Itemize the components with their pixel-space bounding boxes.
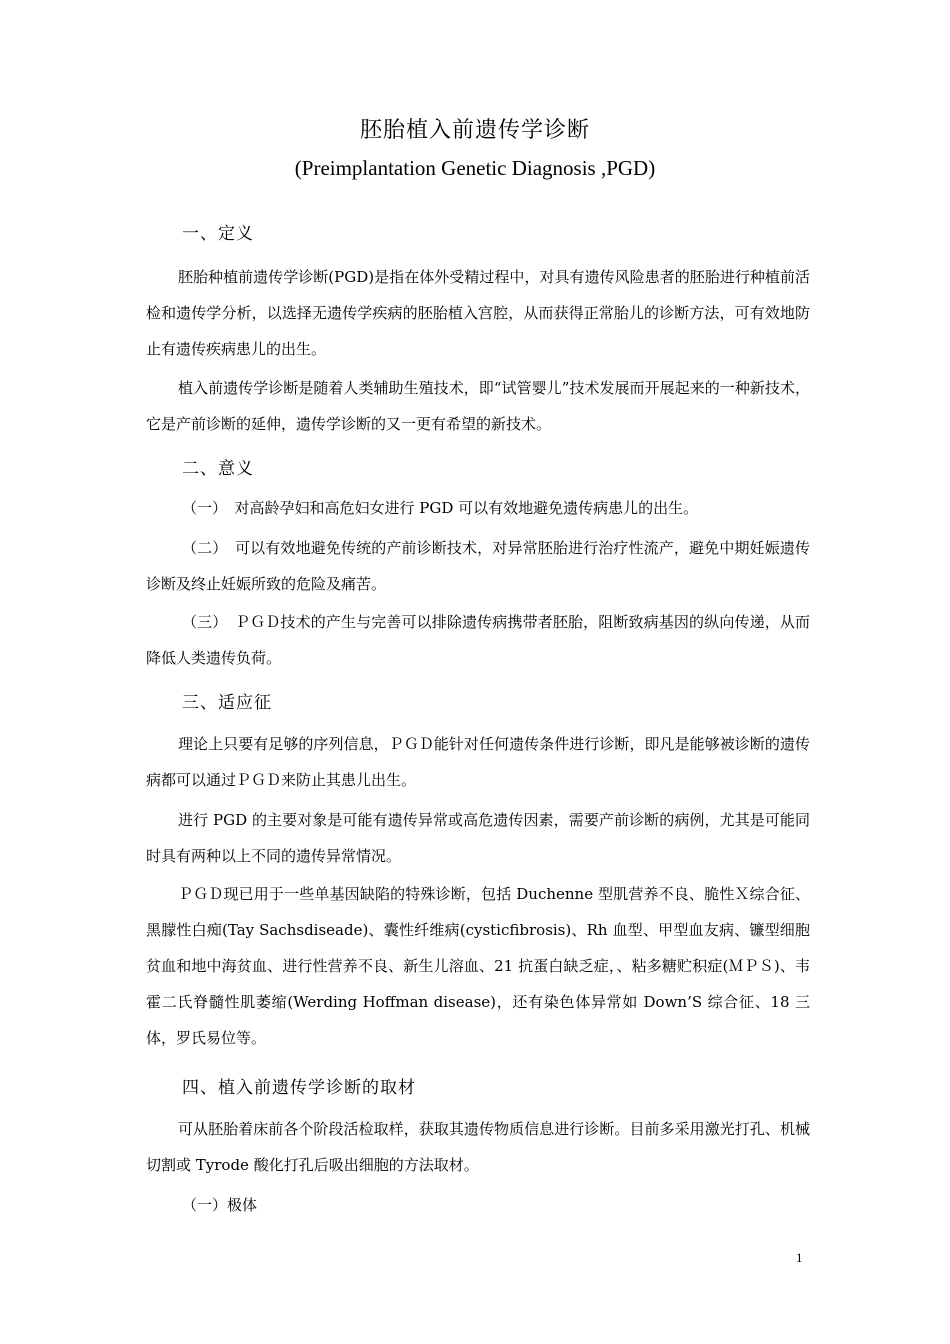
list-item: （三） ＰＧＤ技术的产生与完善可以排除遗传病携带者胚胎，阻断致病基因的纵向传递，从而降低人类遗传负荷。	[146, 613, 810, 667]
paragraph: 胚胎种植前遗传学诊断(PGD)是指在体外受精过程中，对具有遗传风险患者的胚胎进行种植前活检和遗传学分析，以选择无遗传学疾病的胚胎植入宫腔，从而获得正常胎儿的诊断方法，可有效地防止有遗传疾病患儿的出生。	[146, 268, 810, 358]
section-heading-indications: 三、适应征	[182, 693, 272, 713]
section-heading-sampling: 四、植入前遗传学诊断的取材	[182, 1078, 416, 1098]
section-heading-significance: 二、意义	[182, 459, 254, 479]
paragraph: 进行 PGD 的主要对象是可能有遗传异常或高危遗传因素，需要产前诊断的病例，尤其是可能同时具有两种以上不同的遗传异常情况。	[146, 811, 810, 865]
document-subtitle: (Preimplantation Genetic Diagnosis ,PGD)	[294, 156, 656, 180]
page-number: 1	[796, 1250, 803, 1265]
document-title: 胚胎植入前遗传学诊断	[359, 118, 590, 143]
paragraph: ＰＧＤ现已用于一些单基因缺陷的特殊诊断，包括 Duchenne 型肌营养不良、脆性Ｘ综合征、黑朦性白痴(Tay Sachsdiseade)、囊性纤维病(cysticfibrosis)、Rh 血型、甲型血友病、镰型细胞贫血和地中海贫血、进行性营养不良、新生儿溶血、21 抗蛋白缺乏症，、粘多糖贮积症(ＭＰＳ)、韦霍二氏脊髓性肌萎缩(Werding Hoffman disease)，还有染色体异常如 Down’S 综合征、18 三体，罗氏易位等。	[146, 885, 810, 1047]
list-item: （一） 对高龄孕妇和高危妇女进行 PGD 可以有效地避免遗传病患儿的出生。	[182, 499, 699, 517]
paragraph: 植入前遗传学诊断是随着人类辅助生殖技术，即“试管婴儿”技术发展而开展起来的一种新技术，它是产前诊断的延伸，遗传学诊断的又一更有希望的新技术。	[146, 379, 810, 433]
subheading-polar-body: （一）极体	[182, 1196, 258, 1214]
list-item: （二） 可以有效地避免传统的产前诊断技术，对异常胚胎进行治疗性流产，避免中期妊娠遗传诊断及终止妊娠所致的危险及痛苦。	[146, 539, 810, 593]
paragraph: 可从胚胎着床前各个阶段活检取样，获取其遗传物质信息进行诊断。目前多采用激光打孔、机械切割或 Tyrode 酸化打孔后吸出细胞的方法取材。	[146, 1120, 810, 1174]
paragraph: 理论上只要有足够的序列信息，ＰＧＤ能针对任何遗传条件进行诊断，即凡是能够被诊断的遗传病都可以通过ＰＧＤ来防止其患儿出生。	[146, 735, 810, 789]
section-heading-definition: 一、定义	[182, 224, 254, 244]
